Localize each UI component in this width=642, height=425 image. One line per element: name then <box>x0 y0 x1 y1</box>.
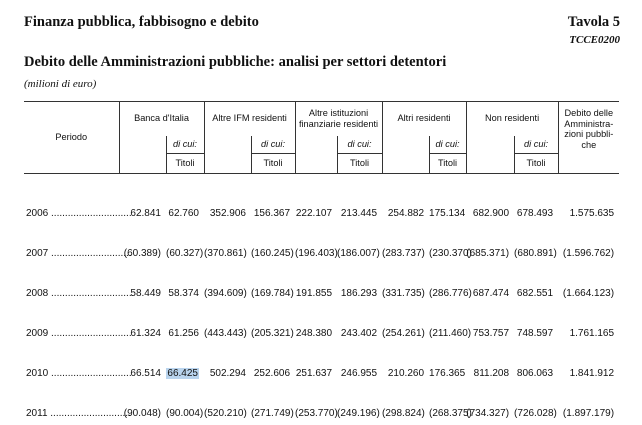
titoli-label: Titoli <box>337 154 382 174</box>
nonresidenti-total-cell <box>466 136 514 174</box>
value-cell: (286.776) <box>429 288 472 299</box>
value-cell: 246.955 <box>340 368 378 379</box>
value-cell: (169.784) <box>251 288 294 299</box>
titoli-label: Titoli <box>514 154 558 174</box>
value-cell: 1.575.635 <box>569 208 615 219</box>
value-cell: (298.824) <box>382 408 425 419</box>
period-cell: 2006 ............................. <box>26 208 132 219</box>
value-cell: 811.208 <box>473 368 510 379</box>
value-cell: (685.371) <box>466 248 510 259</box>
value-cell: 1.761.165 <box>569 328 615 339</box>
tavola-number: Tavola 5 <box>567 14 620 30</box>
value-cell: 213.445 <box>340 208 378 219</box>
istituzioni-total-cell <box>295 136 337 174</box>
value-cell: 62.841 <box>130 208 161 219</box>
table-row <box>24 305 619 345</box>
titoli-label: Titoli <box>251 154 295 174</box>
value-cell <box>166 345 204 385</box>
value-cell: 61.324 <box>130 328 161 339</box>
value-cell: (268.375) <box>429 408 472 419</box>
period-cell: 2009 ............................. <box>26 328 132 339</box>
period-header: Periodo <box>24 102 119 174</box>
value-cell: 753.757 <box>472 328 510 339</box>
value-cell: (680.891) <box>514 248 557 259</box>
value-cell: (160.245) <box>251 248 294 259</box>
value-cell: (230.370) <box>429 248 472 259</box>
value-cell: 682.900 <box>472 208 510 219</box>
period-cell: 2011 ............................. <box>26 408 131 419</box>
value-cell: 806.063 <box>516 368 554 379</box>
di-cui-label: di cui: <box>514 136 558 154</box>
value-cell: 352.906 <box>209 208 246 219</box>
value-cell: (1.664.123) <box>562 288 615 299</box>
di-cui-label: di cui: <box>166 136 204 154</box>
group-altri-residenti: Altri residenti <box>382 102 466 136</box>
group-banca-italia: Banca d'Italia <box>119 102 204 136</box>
value-cell: 62.760 <box>168 208 199 219</box>
table-row <box>24 265 619 305</box>
value-cell: 186.293 <box>340 288 378 299</box>
unit-note: (milioni di euro) <box>24 78 97 90</box>
value-cell: (254.261) <box>382 328 425 339</box>
value-cell: 1.841.912 <box>569 368 615 379</box>
table-row <box>24 385 619 425</box>
value-cell: 175.134 <box>429 208 466 219</box>
value-cell: (443.443) <box>204 328 247 339</box>
value-cell: 66.514 <box>130 368 161 379</box>
value-cell: 678.493 <box>516 208 554 219</box>
value-cell: (520.210) <box>204 408 247 419</box>
value-cell: (370.861) <box>204 248 247 259</box>
value-cell: (205.321) <box>251 328 294 339</box>
debt-table <box>24 101 619 425</box>
selected-cell-highlight[interactable]: 66.425 <box>167 368 198 379</box>
group-altre-istituzioni: Altre istituzioni finanziarie residenti <box>295 102 382 136</box>
value-cell: (1.596.762) <box>562 248 615 259</box>
titoli-label: Titoli <box>429 154 466 174</box>
value-cell: 210.260 <box>387 368 425 379</box>
value-cell: (253.770) <box>295 408 338 419</box>
value-cell: (60.327) <box>166 248 204 259</box>
value-cell: 191.855 <box>295 288 333 299</box>
table-subtitle: Debito delle Amministrazioni pubbliche: analisi per settori detentori <box>24 54 447 70</box>
value-cell: (249.196) <box>337 408 380 419</box>
value-cell: (196.403) <box>295 248 338 259</box>
value-cell: (271.749) <box>251 408 294 419</box>
value-cell: 58.449 <box>130 288 161 299</box>
group-debito: Debito delle Amministra-zioni pubbli-che <box>558 102 619 174</box>
value-cell: (211.460) <box>429 328 472 339</box>
group-altre-ifm: Altre IFM residenti <box>204 102 295 136</box>
titoli-label: Titoli <box>166 154 204 174</box>
value-cell: 682.551 <box>516 288 554 299</box>
value-cell: 222.107 <box>295 208 333 219</box>
di-cui-label: di cui: <box>429 136 466 154</box>
value-cell: (734.327) <box>466 408 510 419</box>
value-cell: 254.882 <box>387 208 425 219</box>
value-cell: 251.637 <box>295 368 333 379</box>
value-cell: 156.367 <box>253 208 291 219</box>
value-cell: 502.294 <box>209 368 246 379</box>
value-cell: (394.609) <box>204 288 247 299</box>
group-non-residenti: Non residenti <box>466 102 558 136</box>
value-cell: 687.474 <box>472 288 510 299</box>
ifm-total-cell <box>204 136 251 174</box>
value-cell: 243.402 <box>340 328 378 339</box>
value-cell: (726.028) <box>514 408 557 419</box>
value-cell: (1.897.179) <box>562 408 615 419</box>
value-cell: 58.374 <box>168 288 199 299</box>
period-cell: 2010 ............................. <box>26 368 132 379</box>
di-cui-label: di cui: <box>337 136 382 154</box>
value-cell: 61.256 <box>168 328 199 339</box>
value-cell: (90.004) <box>166 408 204 419</box>
value-cell: (331.735) <box>382 288 425 299</box>
di-cui-label: di cui: <box>251 136 295 154</box>
value-cell: (90.048) <box>123 408 161 419</box>
period-cell: 2007 ............................. <box>26 248 132 259</box>
residenti-total-cell <box>382 136 429 174</box>
value-cell: (283.737) <box>382 248 425 259</box>
value-cell: 748.597 <box>516 328 554 339</box>
table-section-title: Finanza pubblica, fabbisogno e debito <box>24 14 259 30</box>
table-row <box>24 174 619 226</box>
table-row <box>24 225 619 265</box>
table-code: TCCE0200 <box>569 34 620 46</box>
value-cell: 248.380 <box>295 328 333 339</box>
value-cell: 252.606 <box>253 368 291 379</box>
value-cell: (60.389) <box>123 248 161 259</box>
table-row <box>24 345 619 385</box>
banca-total-cell <box>119 136 166 174</box>
period-cell: 2008 ............................. <box>26 288 132 299</box>
value-cell: 176.365 <box>429 368 466 379</box>
value-cell: (186.007) <box>337 248 380 259</box>
